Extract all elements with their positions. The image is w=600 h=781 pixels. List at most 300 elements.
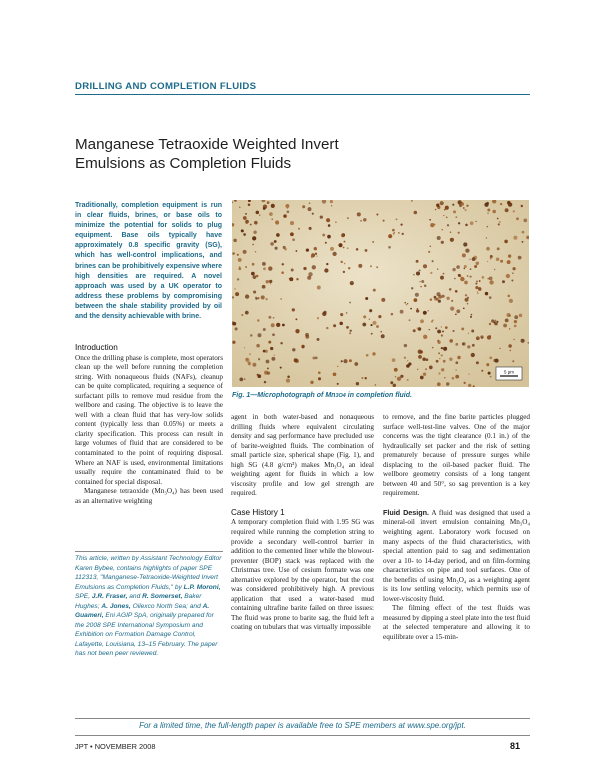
particle [305, 333, 309, 337]
particle [285, 204, 289, 208]
particle [441, 368, 444, 371]
particle [476, 280, 478, 282]
particle [444, 377, 446, 379]
particle [295, 329, 299, 333]
particle [295, 318, 297, 320]
particle [465, 294, 467, 296]
particle [317, 317, 319, 319]
particle [289, 278, 290, 279]
particle [294, 358, 298, 362]
caption-formula: 3O4 [335, 393, 346, 399]
particle [407, 303, 408, 304]
particle [489, 280, 493, 284]
particle [273, 317, 275, 319]
section-header: DRILLING AND COMPLETION FLUIDS [75, 81, 257, 92]
particle [252, 263, 255, 266]
particle [348, 267, 350, 269]
particle [477, 293, 478, 294]
particle [292, 348, 295, 351]
particle [437, 268, 438, 269]
particle [233, 322, 237, 326]
particle [391, 313, 394, 316]
particle [432, 319, 433, 320]
particle [343, 271, 345, 273]
particle [503, 324, 507, 328]
particle [430, 272, 432, 274]
particle [417, 369, 418, 370]
particle [460, 277, 464, 281]
particle [407, 379, 409, 381]
paragraph: A temporary completion fluid with 1.95 SG was required while running the completion string to provide a secondary well-control barrier in addition to the cemented liner while the blowout-preventer (BOP) stack was replaced with the Christmas tree. Use of cesium formate was one alternative explored by the operator, but the cost was considered prohibitively high. A previous application that used a water-based mud containing ultrafine barite failed on three issues: The fluid was prone to barite sag, the fluid left a coating on tubulars that was virtually impossible [231, 518, 374, 632]
particle [250, 224, 252, 226]
particle [282, 324, 285, 327]
particle [358, 264, 362, 268]
particle [513, 236, 517, 240]
particle [234, 288, 235, 289]
particle [373, 289, 376, 292]
particle [484, 203, 488, 207]
particle [254, 221, 258, 225]
particle [332, 252, 336, 256]
particle [271, 323, 275, 327]
particle [487, 213, 488, 214]
particle [465, 248, 469, 252]
particle [307, 276, 311, 280]
particle [326, 218, 330, 222]
particle [410, 308, 412, 310]
particle [376, 325, 379, 328]
particle [404, 302, 406, 304]
particle [440, 276, 444, 280]
particle [417, 308, 419, 310]
particle [372, 321, 376, 325]
particle [281, 271, 284, 274]
particle [383, 220, 385, 222]
particle [388, 246, 391, 249]
particle [519, 314, 523, 318]
particle [393, 233, 395, 235]
particle [411, 200, 413, 202]
particle [416, 309, 419, 312]
particle [309, 227, 312, 230]
particle [426, 358, 429, 361]
particle [458, 222, 460, 224]
particle [509, 328, 511, 330]
particle [275, 247, 278, 250]
paragraph: agent in both water-based and nonaqueous drilling fluids where equivalent circulating density and sag performance have precluded use of barite-weighted fluids. The combination of small particle size, spherical shape (Fig. 1), and high SG (4.8 g/cm³) makes Mn₃O₄ an ideal weighting agent for fluids in which a low viscosity profile and low gel strength are required. [231, 413, 374, 498]
article-source-note: This article, written by Assistant Technology Editor Karen Bybee, contains highlights of paper SPE 112313, "Manganese-Tetraoxide-Weighted Invert Emulsions as Completion Fluids," by L.P. Moroni, SPE, J.R. Fraser, and R. Somerset, Baker Hughes; A. Jones, Oilexco North Sea; and A. Guameri, Eni AGIP SpA, originally prepared for the 2008 SPE International Symposium and Exhibition on Formation Damage Control, Lafayette, Louisiana, 13–15 February. The paper has not been peer reviewed. [75, 555, 222, 658]
particle [438, 300, 441, 303]
particle [420, 286, 422, 288]
particle [512, 267, 515, 270]
particle [447, 224, 449, 226]
particle [468, 374, 469, 375]
particle [440, 201, 444, 205]
particle [439, 358, 441, 360]
particle [443, 360, 446, 363]
particle [388, 234, 392, 238]
particle [337, 366, 338, 367]
particle [253, 230, 256, 233]
particle [463, 307, 465, 309]
particle [249, 353, 251, 355]
particle [492, 210, 496, 214]
particle [487, 261, 488, 262]
particle [471, 314, 473, 316]
particle [456, 309, 460, 313]
particle [250, 334, 253, 337]
particle [452, 204, 454, 206]
particle [295, 250, 297, 252]
particle [306, 248, 309, 251]
particle [490, 258, 492, 260]
particle [280, 342, 282, 344]
particle [340, 313, 343, 316]
particle [455, 343, 458, 346]
particle [497, 218, 499, 220]
particle [404, 357, 406, 359]
particle [482, 276, 485, 279]
particle [470, 268, 472, 270]
particle [420, 376, 424, 380]
particle [467, 345, 470, 348]
particle [376, 214, 378, 216]
particle [443, 215, 444, 216]
particle [333, 324, 336, 327]
particle [274, 354, 275, 355]
particle [314, 247, 317, 250]
particle [238, 267, 241, 270]
particle [243, 233, 246, 236]
scale-bar-label: 5 μm [503, 369, 515, 375]
particle [338, 243, 342, 247]
particle [488, 372, 491, 375]
abstract: Traditionally, completion equipment is run in clear fluids, brines, or base oils to minimize the potential for solids to plug equipment. Base oils typically have approximately 0.8 specific gravity (SG), which has well-control implications, and brines can be prohibitively expensive where high densities are required. A novel approach was used by a UK operator to address these problems by compromising between the shale stability provided by oil and the density achievable with brine. [75, 202, 222, 321]
particle [434, 296, 437, 299]
particle [425, 368, 427, 370]
particle [272, 219, 273, 220]
particle [489, 276, 493, 280]
particle [381, 334, 385, 338]
particle [441, 347, 443, 349]
particle [467, 303, 468, 304]
particle [449, 358, 452, 361]
particle [244, 378, 246, 380]
journal-issue: JPT • NOVEMBER 2008 [75, 742, 156, 751]
particle [404, 344, 407, 347]
particle [308, 207, 312, 211]
particle [318, 371, 321, 374]
run-in-heading: Fluid Design. [383, 507, 430, 517]
paragraph: Manganese tetraoxide (Mn₃O₄) has been used as an alternative weighting [75, 487, 223, 505]
particle [349, 359, 352, 362]
particle [408, 363, 411, 366]
bottom-rule [75, 735, 530, 736]
particle [419, 281, 420, 282]
particle [435, 209, 436, 210]
bottom-rule [75, 718, 530, 719]
article-title [75, 136, 455, 173]
particle [270, 347, 273, 350]
particle [255, 297, 256, 298]
particle [441, 354, 443, 356]
particle [292, 308, 295, 311]
particle [270, 242, 274, 246]
particle [243, 216, 247, 220]
particle [265, 298, 267, 300]
particle [514, 315, 518, 319]
particle [253, 290, 256, 293]
particle [370, 324, 372, 326]
particle [366, 354, 369, 357]
particle [478, 288, 482, 292]
particle [326, 263, 328, 265]
particle [390, 381, 393, 384]
particle [430, 246, 432, 248]
particle [309, 202, 311, 204]
particle [522, 241, 524, 243]
particle [494, 320, 496, 322]
particle [393, 384, 396, 387]
particle [257, 374, 261, 378]
particle [477, 291, 478, 292]
particle [397, 377, 401, 381]
particle [422, 357, 425, 360]
particle [423, 335, 427, 339]
paragraph: The filming effect of the test fluids was measured by dipping a steel plate into the test fluid at the selected temperature and allowing it to equilibrate over a 15-min- [383, 604, 530, 642]
particle [436, 292, 440, 296]
paragraph: to remove, and the fine barite particles plugged surface well-test-line valves. One of the major concerns was the tight clearance (0.1 in.) of the hydraulically set packer and the risk of setting prematurely because of pressure surges while displacing to the oil-based packer fluid. The wellbore geometry consists of a long tangent between 40 and 50°, so sag prevention is a key requirement. [383, 413, 530, 498]
particle [514, 325, 517, 328]
particle [499, 348, 501, 350]
particle [417, 327, 419, 329]
particle [235, 292, 239, 296]
particle [481, 337, 483, 339]
particle [476, 361, 479, 364]
particle [276, 323, 280, 327]
particle [333, 372, 337, 376]
particle [245, 294, 249, 298]
particle [407, 360, 408, 361]
particle [462, 342, 466, 346]
particle [365, 297, 368, 300]
microphotograph-image [232, 200, 529, 387]
particle [442, 330, 444, 332]
particle [280, 298, 281, 299]
particle [376, 266, 378, 268]
particle [494, 269, 495, 270]
particle [499, 221, 501, 223]
particle [523, 219, 527, 223]
particle [470, 221, 474, 225]
particle [487, 278, 489, 280]
particle [420, 350, 423, 353]
particle [504, 240, 508, 244]
particle [428, 251, 430, 253]
particle [261, 295, 265, 299]
particle [291, 269, 294, 272]
particle [450, 231, 452, 233]
particle [289, 277, 293, 281]
particle [438, 372, 440, 374]
particle [481, 370, 483, 372]
particle [441, 295, 444, 298]
particle [396, 218, 398, 220]
particle [457, 356, 460, 359]
particle [290, 221, 294, 225]
particle [455, 361, 458, 364]
particle [437, 382, 441, 386]
particle [269, 212, 273, 216]
particle [423, 264, 427, 268]
particle [320, 215, 323, 218]
particle [275, 220, 279, 224]
particle [343, 359, 347, 363]
particle [496, 257, 500, 261]
particle [327, 235, 331, 239]
particle [420, 319, 424, 323]
particle [271, 357, 275, 361]
particle [510, 350, 511, 351]
particle [263, 207, 266, 210]
particle [235, 327, 238, 330]
particle [372, 352, 375, 355]
particle [472, 344, 475, 347]
particle [469, 259, 470, 260]
particle [356, 382, 359, 385]
particle [443, 347, 447, 351]
particle [322, 234, 325, 237]
particle [471, 330, 474, 333]
particle [465, 224, 468, 227]
particle [450, 238, 454, 242]
particle [437, 341, 440, 344]
particle [337, 383, 339, 385]
particle [298, 228, 300, 230]
particle [361, 377, 363, 379]
particle [423, 311, 427, 315]
particle [414, 298, 418, 302]
title-line-1: Manganese Tetraoxide Weighted Invert [75, 136, 339, 153]
particle [463, 242, 467, 246]
particle [259, 214, 261, 216]
particle [400, 375, 403, 378]
particle [346, 326, 349, 329]
particle [362, 323, 366, 327]
particle [296, 278, 298, 280]
particle [349, 330, 351, 332]
particle [245, 213, 247, 215]
particle [432, 347, 434, 349]
particle [283, 215, 286, 218]
particle [262, 285, 266, 289]
particle [474, 265, 477, 268]
particle [450, 306, 454, 310]
particle [463, 207, 465, 209]
particle [363, 315, 366, 318]
particle [381, 298, 385, 302]
particle [267, 201, 270, 204]
particle [436, 360, 439, 363]
particle [316, 255, 317, 256]
particle [441, 326, 442, 327]
particle [451, 300, 453, 302]
particle [317, 286, 321, 290]
particle [414, 211, 418, 215]
particle [267, 367, 269, 369]
particle [472, 257, 476, 261]
particle [432, 260, 434, 262]
particle [252, 244, 254, 246]
particle [487, 226, 489, 228]
heading-case-history-1: Case History 1 [231, 507, 285, 517]
particle [311, 256, 313, 258]
particle [415, 293, 419, 297]
particle [423, 373, 426, 376]
particle [521, 205, 523, 207]
particle [411, 287, 413, 289]
particle [458, 274, 461, 277]
column-3 [383, 413, 530, 643]
particle [266, 280, 269, 283]
particle [467, 297, 469, 299]
particle [263, 328, 266, 331]
particle [330, 247, 334, 251]
particle [245, 266, 247, 268]
particle [505, 208, 509, 212]
particle [400, 310, 404, 314]
particle [430, 298, 433, 301]
particle [479, 280, 481, 282]
particle [494, 322, 497, 325]
particle [263, 267, 266, 270]
particle [509, 299, 513, 303]
particle [516, 217, 519, 220]
column-1 [75, 343, 223, 506]
particle [315, 253, 317, 255]
particle [268, 341, 271, 344]
particle [287, 210, 290, 213]
particle [290, 232, 294, 236]
particle [446, 382, 449, 385]
title-line-2: Emulsions as Completion Fluids [75, 154, 292, 172]
particle [370, 265, 372, 267]
particle [455, 216, 457, 218]
particle [493, 359, 496, 362]
particle [252, 236, 256, 240]
particle [476, 262, 480, 266]
particle [392, 358, 396, 362]
particle [276, 233, 280, 237]
particle [256, 211, 260, 215]
particle [522, 231, 525, 234]
particle [464, 281, 468, 285]
particle [263, 350, 266, 353]
section-rule [75, 94, 530, 95]
particle [507, 260, 511, 264]
particle [475, 283, 477, 285]
column-2 [231, 413, 374, 633]
heading-introduction: Introduction [75, 343, 118, 352]
particle [512, 360, 514, 362]
particle [507, 295, 510, 298]
particle [456, 265, 460, 269]
particle [467, 275, 469, 277]
particle [239, 378, 243, 382]
particle [475, 286, 478, 289]
particle [455, 290, 458, 293]
particle [508, 344, 511, 347]
